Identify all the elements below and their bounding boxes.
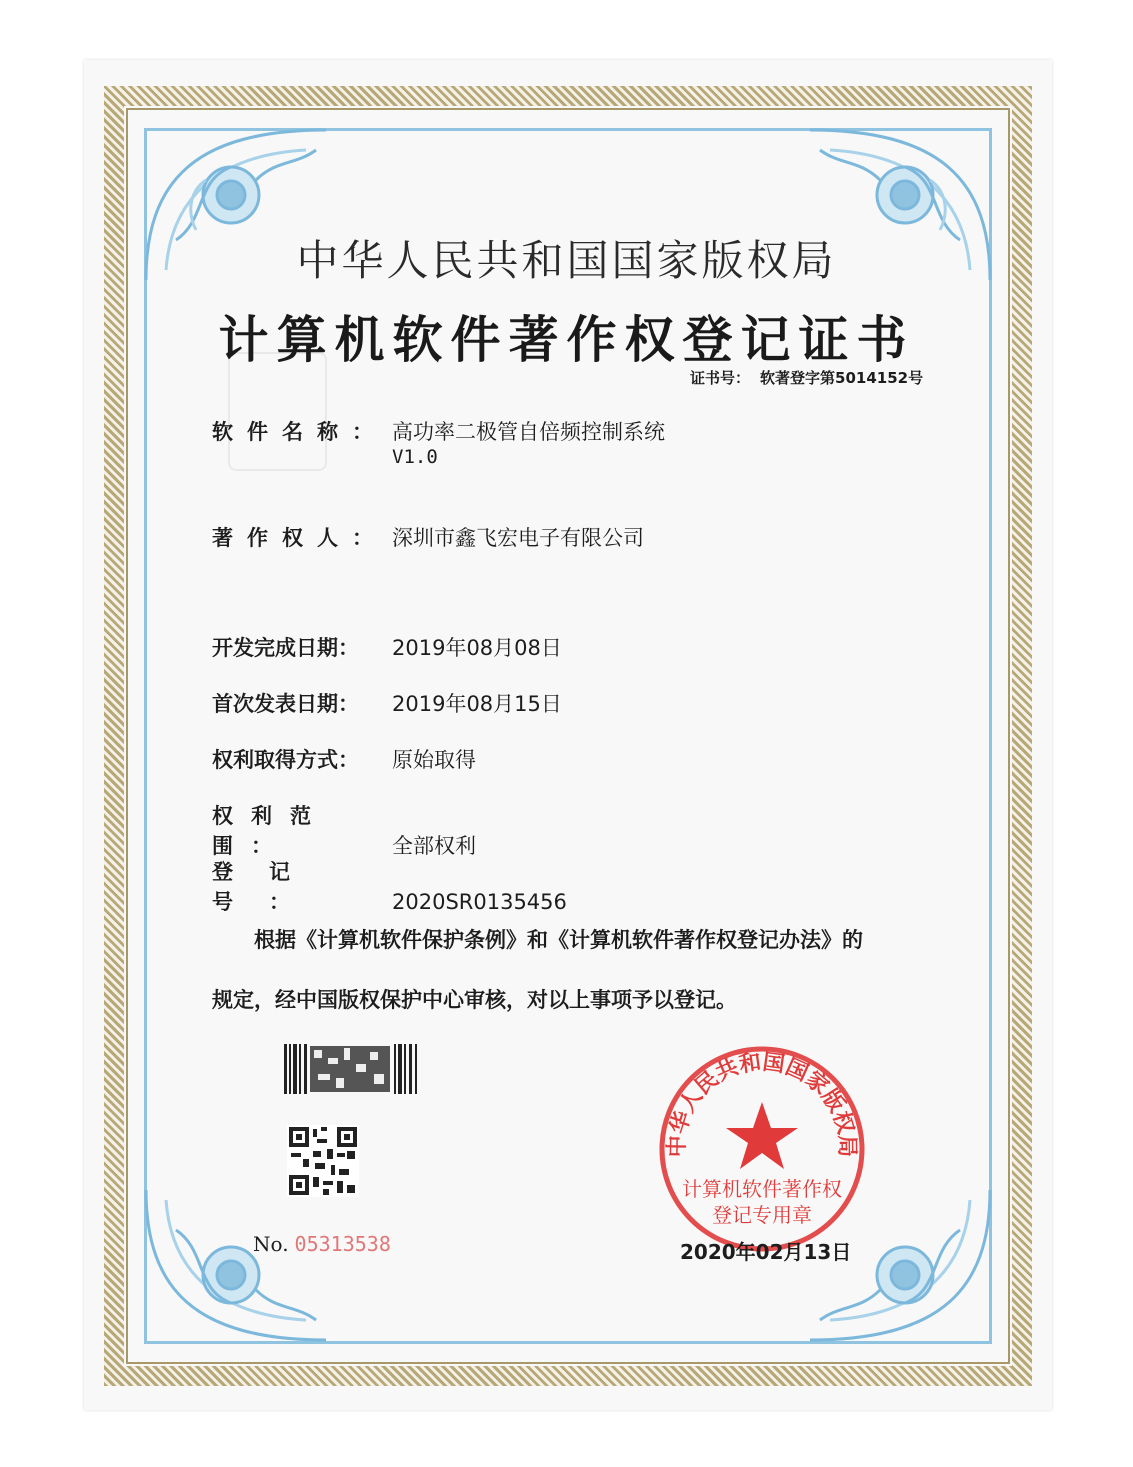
serial-number	[253, 1232, 391, 1256]
field-pub-date	[212, 688, 562, 718]
certificate-number	[690, 367, 933, 388]
statement-line-2: 规定，经中国版权保护中心审核，对以上事项予以登记。	[212, 988, 737, 1012]
official-seal-icon	[657, 1044, 867, 1254]
seal-inner-line-1: 计算机软件著作权	[682, 1177, 842, 1201]
dev-date-value: 2019年08月08日	[392, 636, 562, 660]
owner-label: 著作权人：	[212, 526, 387, 550]
pub-date-value: 2019年08月15日	[392, 692, 562, 716]
seal-outer-text: 中华人民共和国国家版权局	[664, 1049, 860, 1158]
qr-code-icon	[287, 1125, 359, 1197]
field-software-name	[212, 416, 665, 446]
dev-date-label: 开发完成日期：	[212, 636, 359, 660]
statement-line-1: 根据《计算机软件保护条例》和《计算机软件著作权登记办法》的	[254, 928, 863, 952]
reg-no-value: 2020SR0135456	[392, 890, 567, 914]
seal-inner-line-2: 登记专用章	[712, 1203, 812, 1227]
corner-ornament-bottom-left	[136, 1180, 336, 1350]
scope-label: 权利范围：	[212, 804, 329, 858]
issue-date: 2020年02月13日	[680, 1240, 852, 1264]
cert-no-label: 证书号：	[690, 369, 751, 387]
pub-date-label: 首次发表日期：	[212, 692, 359, 716]
reg-no-label: 登记号：	[212, 860, 326, 914]
serial-prefix: No.	[253, 1232, 289, 1256]
scope-value: 全部权利	[392, 834, 476, 858]
issuer-title: 中华人民共和国国家版权局	[296, 236, 837, 285]
acquire-value: 原始取得	[392, 748, 476, 772]
software-name-label: 软件名称：	[212, 420, 387, 444]
field-dev-date	[212, 632, 562, 662]
barcode-icon	[284, 1044, 420, 1094]
certificate-title: 计算机软件著作权登记证书	[218, 310, 915, 369]
acquire-label: 权利取得方式：	[212, 748, 359, 772]
cert-no-value: 软著登字第5014152号	[760, 369, 924, 387]
software-version: V1.0	[392, 446, 438, 468]
field-acquire	[212, 744, 476, 774]
field-owner	[212, 522, 644, 552]
serial-value: 05313538	[294, 1232, 391, 1256]
owner-value: 深圳市鑫飞宏电子有限公司	[392, 526, 644, 550]
software-name-value: 高功率二极管自倍频控制系统	[392, 420, 665, 444]
field-reg-no	[212, 856, 567, 916]
field-scope	[212, 800, 476, 860]
